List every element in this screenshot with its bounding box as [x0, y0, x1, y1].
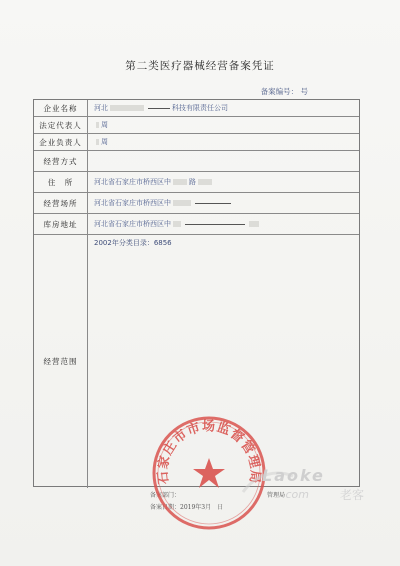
redaction-line	[185, 224, 245, 225]
value-manager	[94, 134, 355, 150]
label-manager: 企业负责人	[34, 134, 88, 150]
label-legal-rep: 法定代表人	[34, 117, 88, 133]
value-domicile-suffix: 路	[189, 178, 196, 186]
record-number-label: 备案编号：	[260, 87, 299, 96]
record-date: 备案日期：2019年3月 日	[150, 504, 224, 511]
label-warehouse: 库房地址	[34, 214, 88, 234]
record-number	[261, 86, 308, 97]
seal-star-icon	[193, 458, 225, 488]
value-domicile-prefix: 河北省石家庄市桥西区中	[94, 178, 171, 186]
value-company-name-suffix: 科技有限责任公司	[172, 104, 228, 112]
redacted-block	[96, 122, 99, 128]
value-company-name	[94, 100, 355, 116]
redacted-block	[173, 221, 181, 227]
row-company-name	[34, 100, 359, 117]
value-manager-text: 周	[101, 138, 108, 146]
redaction-line	[195, 203, 231, 204]
value-business-premises-prefix: 河北省石家庄市桥西区中	[94, 199, 171, 207]
label-business-mode: 经营方式	[34, 151, 88, 171]
row-domicile	[34, 172, 359, 193]
row-manager	[34, 134, 359, 151]
record-number-suffix: 号	[300, 87, 308, 96]
seal-text: 石家庄市市场监督管理局	[155, 419, 263, 485]
value-legal-rep	[94, 117, 355, 133]
label-company-name: 企业名称	[34, 100, 88, 116]
redacted-block	[198, 179, 212, 185]
watermark-cn: 老客	[340, 488, 365, 502]
value-business-premises	[94, 193, 355, 213]
redacted-block	[96, 139, 99, 145]
row-business-premises	[34, 193, 359, 214]
value-legal-rep-text: 周	[101, 121, 108, 129]
scope-text: 2002年分类目录：6856	[94, 239, 172, 247]
document-title: 第二类医疗器械经营备案凭证	[125, 60, 275, 72]
watermark-text: Laoke	[262, 466, 325, 485]
redacted-block	[173, 179, 187, 185]
redacted-block	[173, 200, 191, 206]
label-business-premises: 经营场所	[34, 193, 88, 213]
row-warehouse	[34, 214, 359, 235]
issuing-department: 备案部门： 管理局	[150, 492, 286, 499]
row-business-mode	[34, 151, 359, 172]
value-warehouse	[94, 214, 355, 234]
value-company-name-prefix: 河北	[94, 104, 108, 112]
value-domicile	[94, 172, 355, 192]
redacted-block	[249, 221, 259, 227]
value-warehouse-prefix: 河北省石家庄市桥西区中	[94, 220, 171, 228]
label-scope: 经营范围	[34, 235, 88, 488]
row-legal-rep	[34, 117, 359, 134]
redacted-block	[110, 105, 144, 111]
redaction-line	[148, 108, 170, 109]
label-domicile: 住 所	[34, 172, 88, 192]
value-business-mode	[94, 151, 355, 171]
watermark-domain: .com	[282, 488, 309, 501]
